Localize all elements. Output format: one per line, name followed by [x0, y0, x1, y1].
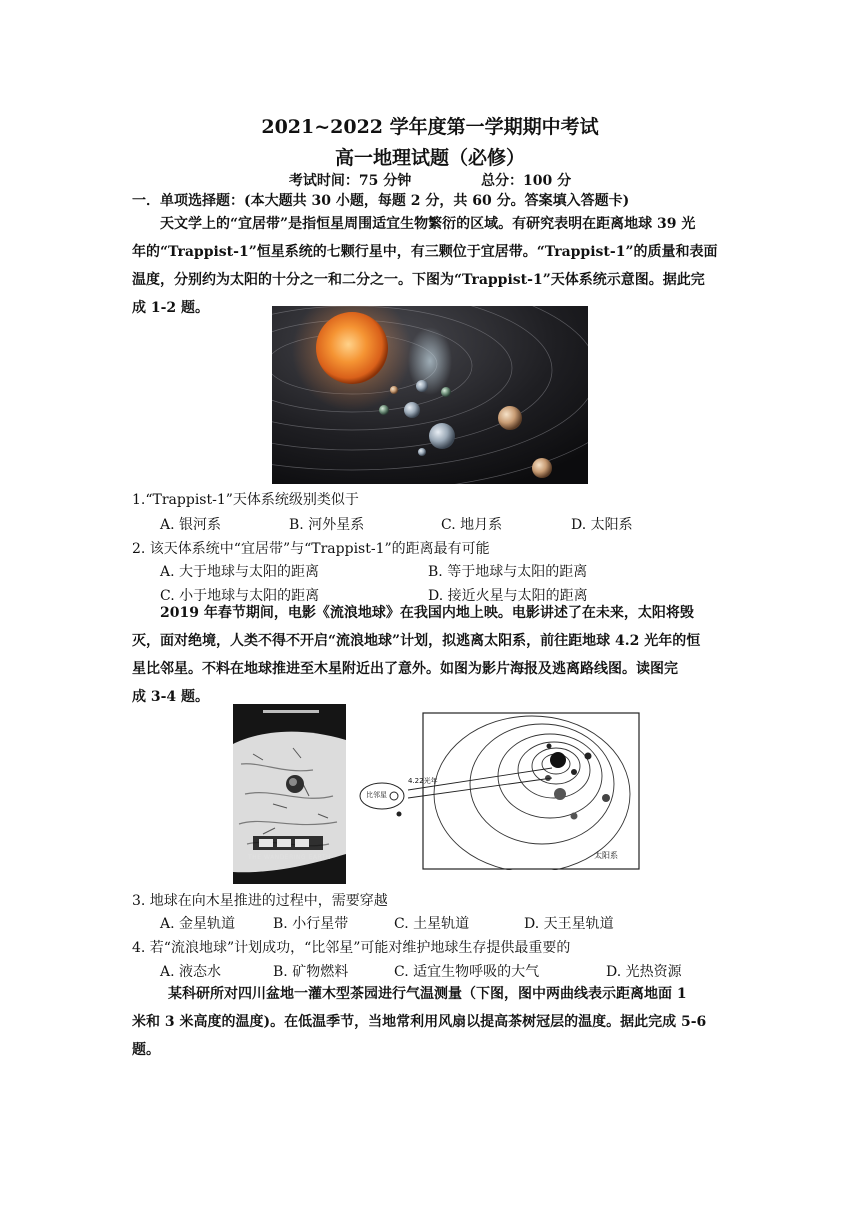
q2-option-b[interactable]: B. 等于地球与太阳的距离: [428, 564, 588, 580]
q4-option-b[interactable]: B. 矿物燃料: [273, 964, 349, 980]
question-4-stem: 4. 若“流浪地球”计划成功，“比邻星”可能对维护地球生存提供最重要的: [132, 940, 571, 956]
planet-dot: [602, 794, 610, 802]
passage-1-line: 年的“Trappist-1”恒星系统的七颗行星中，有三颗位于宜居带。“Trappist-1”的质量和表面: [132, 244, 718, 260]
total-score: 总分：100 分: [481, 173, 572, 189]
passage-2-line: 灭，面对绝境，人类不得不开启“流浪地球”计划，拟逃离太阳系，前往距地球 4.2 光年的恒: [132, 633, 701, 649]
passage-2-line: 2019 年春节期间，电影《流浪地球》在我国内地上映。电影讲述了在未来，太阳将毁: [160, 605, 694, 621]
q3-option-d[interactable]: D. 天王星轨道: [524, 916, 614, 932]
trappist-star: [316, 312, 388, 384]
question-3-stem: 3. 地球在向木星推进的过程中，需要穿越: [132, 893, 388, 909]
q2-option-c[interactable]: C. 小于地球与太阳的距离: [160, 588, 320, 604]
q2-option-a[interactable]: A. 大于地球与太阳的距离: [160, 564, 320, 580]
sun: [550, 752, 566, 768]
passage-3-line: 米和 3 米高度的温度)。在低温季节，当地常利用风扇以提高茶树冠层的温度。据此完成 5-6: [132, 1014, 707, 1030]
vapor-plume: [408, 327, 452, 395]
passage-3-line: 题。: [132, 1042, 160, 1058]
planet: [404, 402, 420, 418]
q2-option-d[interactable]: D. 接近火星与太阳的距离: [428, 588, 588, 604]
passage-3: [132, 980, 730, 1064]
q4-option-c[interactable]: C. 适宜生物呼吸的大气: [394, 964, 540, 980]
q4-option-a[interactable]: A. 液态水: [160, 964, 222, 980]
planet: [379, 405, 389, 415]
planet: [416, 380, 428, 392]
passage-2: [132, 599, 730, 711]
planet-dot: [554, 788, 566, 800]
passage-2-line: 成 3-4 题。: [132, 689, 210, 705]
solar-system-label: 太阳系: [594, 851, 618, 860]
passage-1-line: 成 1-2 题。: [132, 300, 210, 316]
paper-subtitle: 高一地理试题（必修）: [334, 147, 525, 169]
q1-option-b[interactable]: B. 河外星系: [289, 517, 365, 533]
passage-1-line: 温度，分别约为太阳的十分之一和二分之一。下图为“Trappist-1”天体系统示意图。据此完: [132, 272, 705, 288]
escape-route-map: [356, 712, 644, 870]
planet-dot: [547, 744, 552, 749]
planet-dot: [571, 813, 578, 820]
planet: [390, 386, 398, 394]
passage-3-line: 某科研所对四川盆地一灌木型茶园进行气温测量（下图，图中两曲线表示距离地面 1: [168, 986, 687, 1002]
trappist-system-illustration: [272, 306, 588, 484]
planet-dot: [571, 769, 577, 775]
distance-label: 4.22光年: [408, 777, 438, 785]
exam-time: 考试时间：75 分钟: [288, 173, 412, 189]
q4-option-d[interactable]: D. 光热资源: [606, 964, 682, 980]
earth-dot: [397, 812, 402, 817]
q1-option-d[interactable]: D. 太阳系: [571, 517, 633, 533]
passage-1-line: 天文学上的“宜居带”是指恒星周围适宜生物繁衍的区域。有研究表明在距离地球 39 光: [160, 216, 696, 232]
exam-title: 2021~2022 学年度第一学期期中考试: [261, 116, 599, 138]
q1-option-a[interactable]: A. 银河系: [160, 517, 222, 533]
planet: [498, 406, 522, 430]
planet: [418, 448, 426, 456]
section-heading: 一．单项选择题：(本大题共 30 小题，每题 2 分，共 60 分。答案填入答题卡): [132, 193, 630, 209]
question-2-stem: 2. 该天体系统中“宜居带”与“Trappist-1”的距离最有可能: [132, 541, 490, 557]
planet: [429, 423, 455, 449]
exam-meta: [0, 170, 860, 190]
trappist-system-figure: [272, 306, 588, 484]
planet: [441, 387, 451, 397]
q3-option-c[interactable]: C. 土星轨道: [394, 916, 470, 932]
movie-poster: [233, 704, 346, 884]
question-1-stem: 1.“Trappist-1”天体系统级别类似于: [132, 492, 359, 508]
neighbor-star-label: 比邻星: [366, 791, 387, 799]
neighbor-star-dot: [390, 792, 398, 800]
planet-dot: [585, 753, 592, 760]
poster-caption: THE WANDERING EARTH: [248, 854, 331, 861]
q3-option-a[interactable]: A. 金星轨道: [160, 916, 236, 932]
q1-option-c[interactable]: C. 地月系: [441, 517, 503, 533]
passage-2-line: 星比邻星。不料在地球推进至木星附近出了意外。如图为影片海报及逃离路线图。读图完: [132, 661, 678, 677]
planet: [532, 458, 552, 478]
escape-route-diagram: [356, 712, 644, 870]
q3-option-b[interactable]: B. 小行星带: [273, 916, 349, 932]
